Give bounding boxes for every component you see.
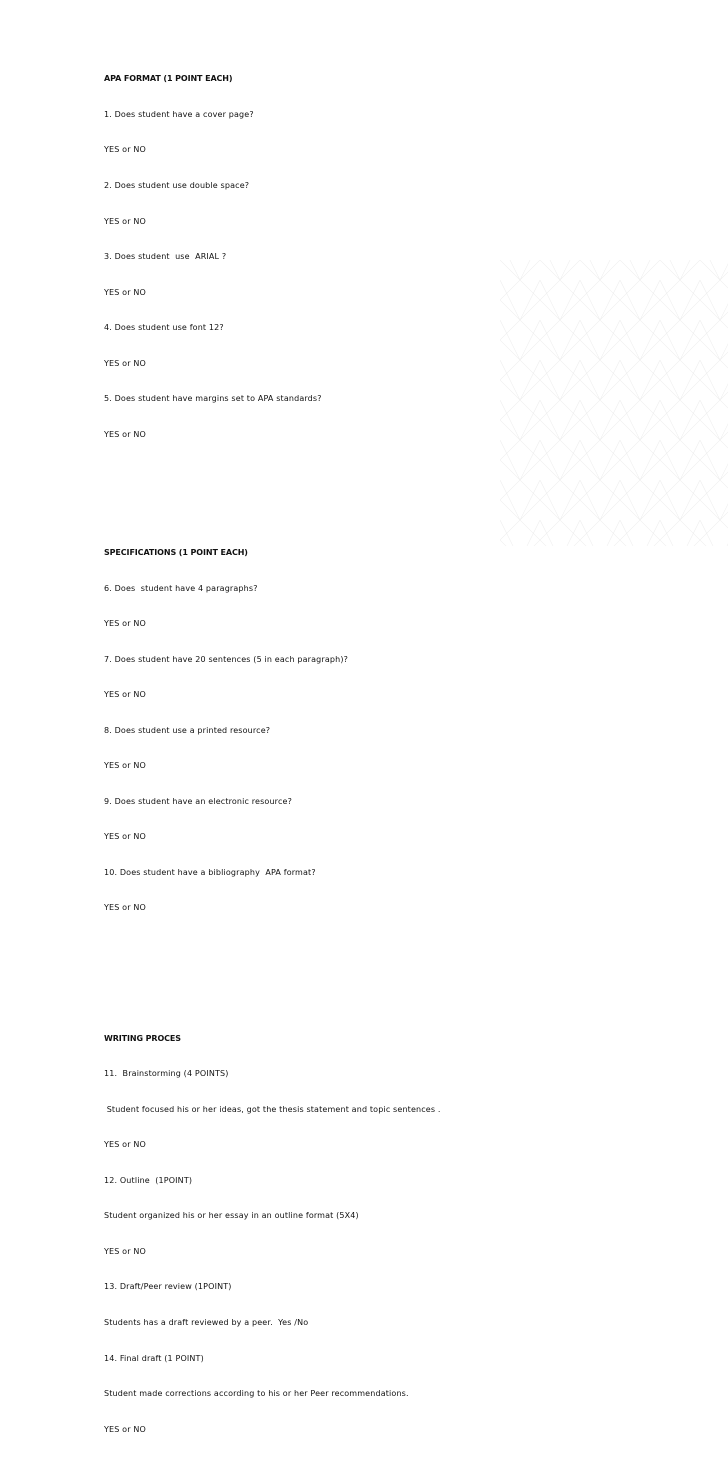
rubric-line: Student made corrections according to his or her Peer recommendations. bbox=[104, 1389, 409, 1399]
rubric-line: YES or NO bbox=[104, 216, 146, 226]
rubric-text bbox=[104, 26, 664, 1483]
rubric-line: 8. Does student use a printed resource? bbox=[104, 725, 271, 735]
section-writing-process bbox=[104, 1009, 664, 1459]
rubric-line: 9. Does student have an electronic resource? bbox=[104, 796, 292, 806]
rubric-line: YES or NO bbox=[104, 358, 146, 368]
rubric-line: 2. Does student use double space? bbox=[104, 180, 250, 190]
section-specifications bbox=[104, 523, 664, 938]
rubric-line: YES or NO bbox=[104, 832, 146, 842]
rubric-line: YES or NO bbox=[104, 903, 146, 913]
section-heading: APA FORMAT (1 POINT EACH) bbox=[104, 74, 233, 84]
rubric-line: 4. Does student use font 12? bbox=[104, 323, 224, 333]
rubric-line: YES or NO bbox=[104, 690, 146, 700]
rubric-line: Students has a draft reviewed by a peer. Yes /No bbox=[104, 1317, 309, 1327]
rubric-line: YES or NO bbox=[104, 429, 146, 439]
section-heading: WRITING PROCES bbox=[104, 1033, 181, 1043]
rubric-line: YES or NO bbox=[104, 287, 146, 297]
section-apa-format bbox=[104, 50, 664, 465]
rubric-line: 12. Outline (1POINT) bbox=[104, 1175, 193, 1185]
rubric-line: 10. Does student have a bibliography APA format? bbox=[104, 867, 316, 877]
rubric-line: 5. Does student have margins set to APA standards? bbox=[104, 394, 322, 404]
spacer bbox=[104, 962, 664, 986]
rubric-line: 13. Draft/Peer review (1POINT) bbox=[104, 1282, 232, 1292]
rubric-line: 14. Final draft (1 POINT) bbox=[104, 1353, 204, 1363]
rubric-line: Student focused his or her ideas, got the thesis statement and topic sentences . bbox=[104, 1104, 441, 1114]
rubric-line: YES or NO bbox=[104, 1424, 146, 1434]
rubric-line: YES or NO bbox=[104, 1140, 146, 1150]
rubric-line: YES or NO bbox=[104, 145, 146, 155]
rubric-line: 3. Does student use ARIAL ? bbox=[104, 252, 227, 262]
rubric-line: 7. Does student have 20 sentences (5 in each paragraph)? bbox=[104, 654, 348, 664]
rubric-line: YES or NO bbox=[104, 761, 146, 771]
rubric-line: YES or NO bbox=[104, 619, 146, 629]
rubric-line: 6. Does student have 4 paragraphs? bbox=[104, 583, 258, 593]
rubric-line: 1. Does student have a cover page? bbox=[104, 109, 254, 119]
rubric-line: YES or NO bbox=[104, 1246, 146, 1256]
rubric-line: Student organized his or her essay in an outline format (5X4) bbox=[104, 1211, 359, 1221]
section-heading: SPECIFICATIONS (1 POINT EACH) bbox=[104, 548, 248, 558]
spacer bbox=[104, 488, 664, 500]
rubric-line: 11. Brainstorming (4 POINTS) bbox=[104, 1069, 229, 1079]
